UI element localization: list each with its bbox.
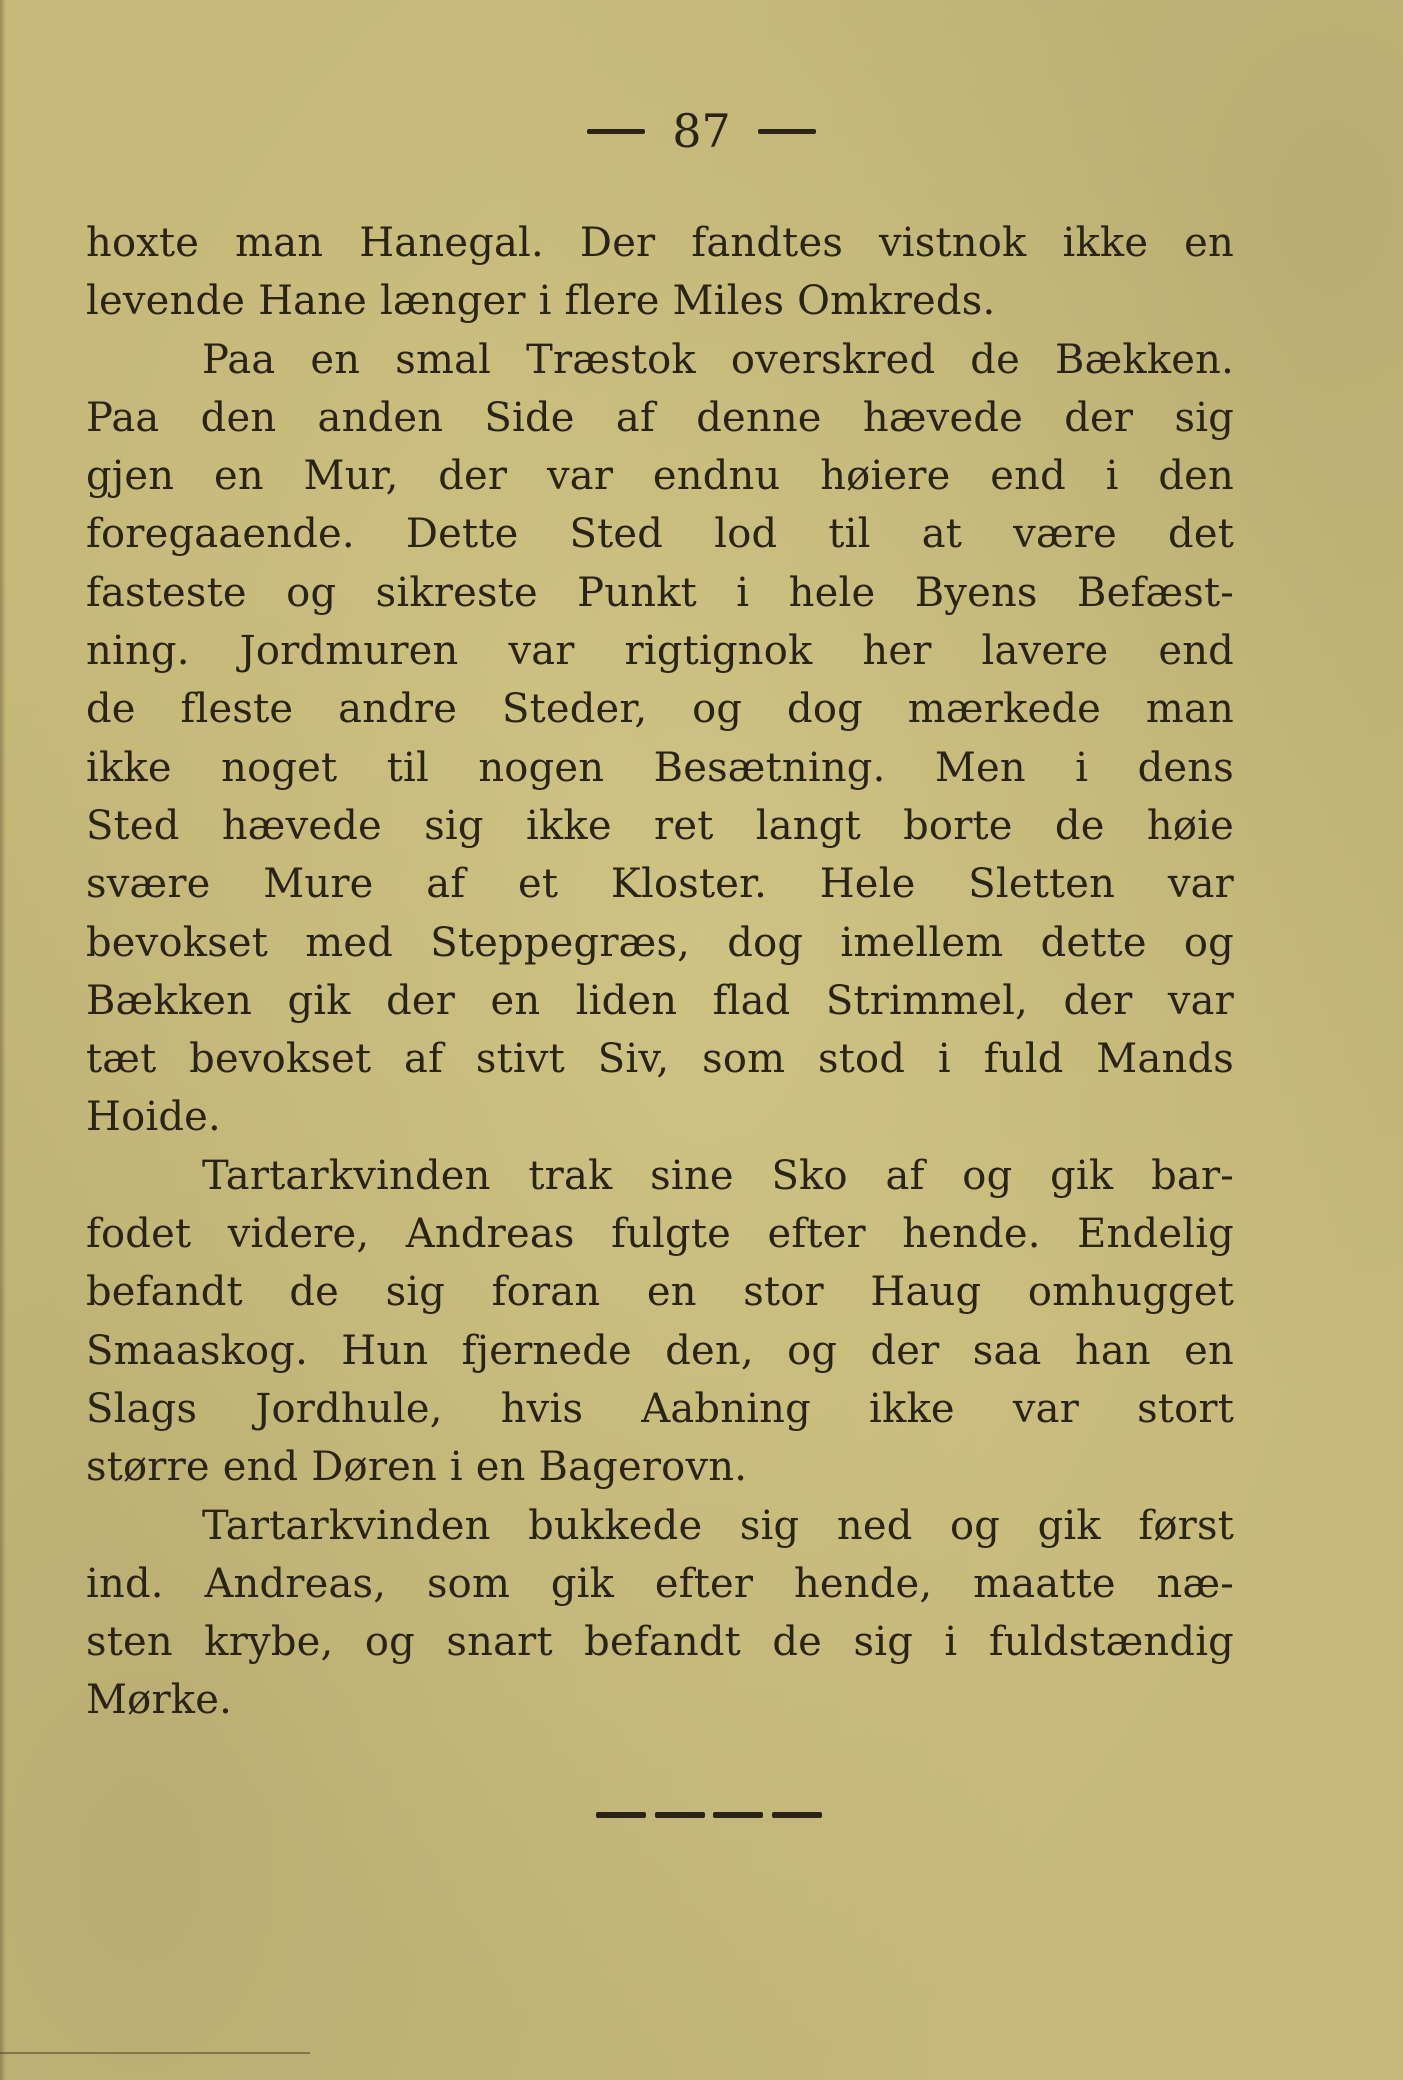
text-line: Paa en smal Træstok overskred de Bækken. [202, 336, 1234, 383]
header-right-dash [758, 129, 816, 134]
end-rule-dash [713, 1812, 763, 1818]
text-line: ikke noget til nogen Besætning. Men i dens [86, 744, 1234, 791]
text-line: befandt de sig foran en stor Haug omhugget [86, 1269, 1234, 1316]
text-line: Sted hævede sig ikke ret langt borte de høie [86, 802, 1234, 849]
text-line: fasteste og sikreste Punkt i hele Byens Befæst- [86, 569, 1234, 616]
page-edge-shadow [0, 0, 6, 2080]
text-line: fodet videre, Andreas fulgte efter hende. Endelig [86, 1211, 1234, 1258]
text-line: gjen en Mur, der var endnu høiere end i den [86, 453, 1234, 500]
text-line: Mørke. [86, 1677, 232, 1724]
text-line: Hoide. [86, 1094, 221, 1141]
text-line: Smaaskog. Hun fjernede den, og der saa han en [86, 1327, 1234, 1374]
text-line: Tartarkvinden bukkede sig ned og gik først [202, 1502, 1234, 1549]
page-number: 87 [672, 104, 731, 158]
body-text [86, 214, 1234, 1730]
end-rule-dash [596, 1812, 646, 1818]
text-line: sten krybe, og snart befandt de sig i fuldstændig [86, 1619, 1234, 1666]
text-line: de fleste andre Steder, og dog mærkede man [86, 686, 1234, 733]
text-line: levende Hane længer i flere Miles Omkreds. [86, 278, 996, 325]
bottom-edge-line [0, 2052, 310, 2054]
text-line: hoxte man Hanegal. Der fandtes vistnok ikke en [86, 220, 1234, 266]
text-line: bevokset med Steppegræs, dog imellem dette og [86, 919, 1234, 966]
text-line: svære Mure af et Kloster. Hele Sletten var [86, 861, 1234, 908]
text-line: Paa den anden Side af denne hævede der sig [86, 394, 1234, 441]
text-line: Bækken gik der en liden flad Strimmel, der var [86, 977, 1234, 1024]
text-line: tæt bevokset af stivt Siv, som stod i fuld Mands [86, 1036, 1234, 1083]
text-line: større end Døren i en Bagerovn. [86, 1444, 748, 1491]
text-line: Tartarkvinden trak sine Sko af og gik bar- [202, 1152, 1234, 1199]
page-header [0, 104, 1403, 164]
text-line: ning. Jordmuren var rigtignok her lavere end [86, 628, 1234, 675]
header-left-dash [587, 129, 645, 134]
end-rule-dash [655, 1812, 705, 1818]
section-end-rule [596, 1812, 822, 1818]
text-line: Slags Jordhule, hvis Aabning ikke var stort [86, 1385, 1234, 1432]
end-rule-dash [772, 1812, 822, 1818]
text-line: ind. Andreas, som gik efter hende, maatte næ- [86, 1560, 1234, 1607]
text-line: foregaaende. Dette Sted lod til at være det [86, 511, 1234, 558]
